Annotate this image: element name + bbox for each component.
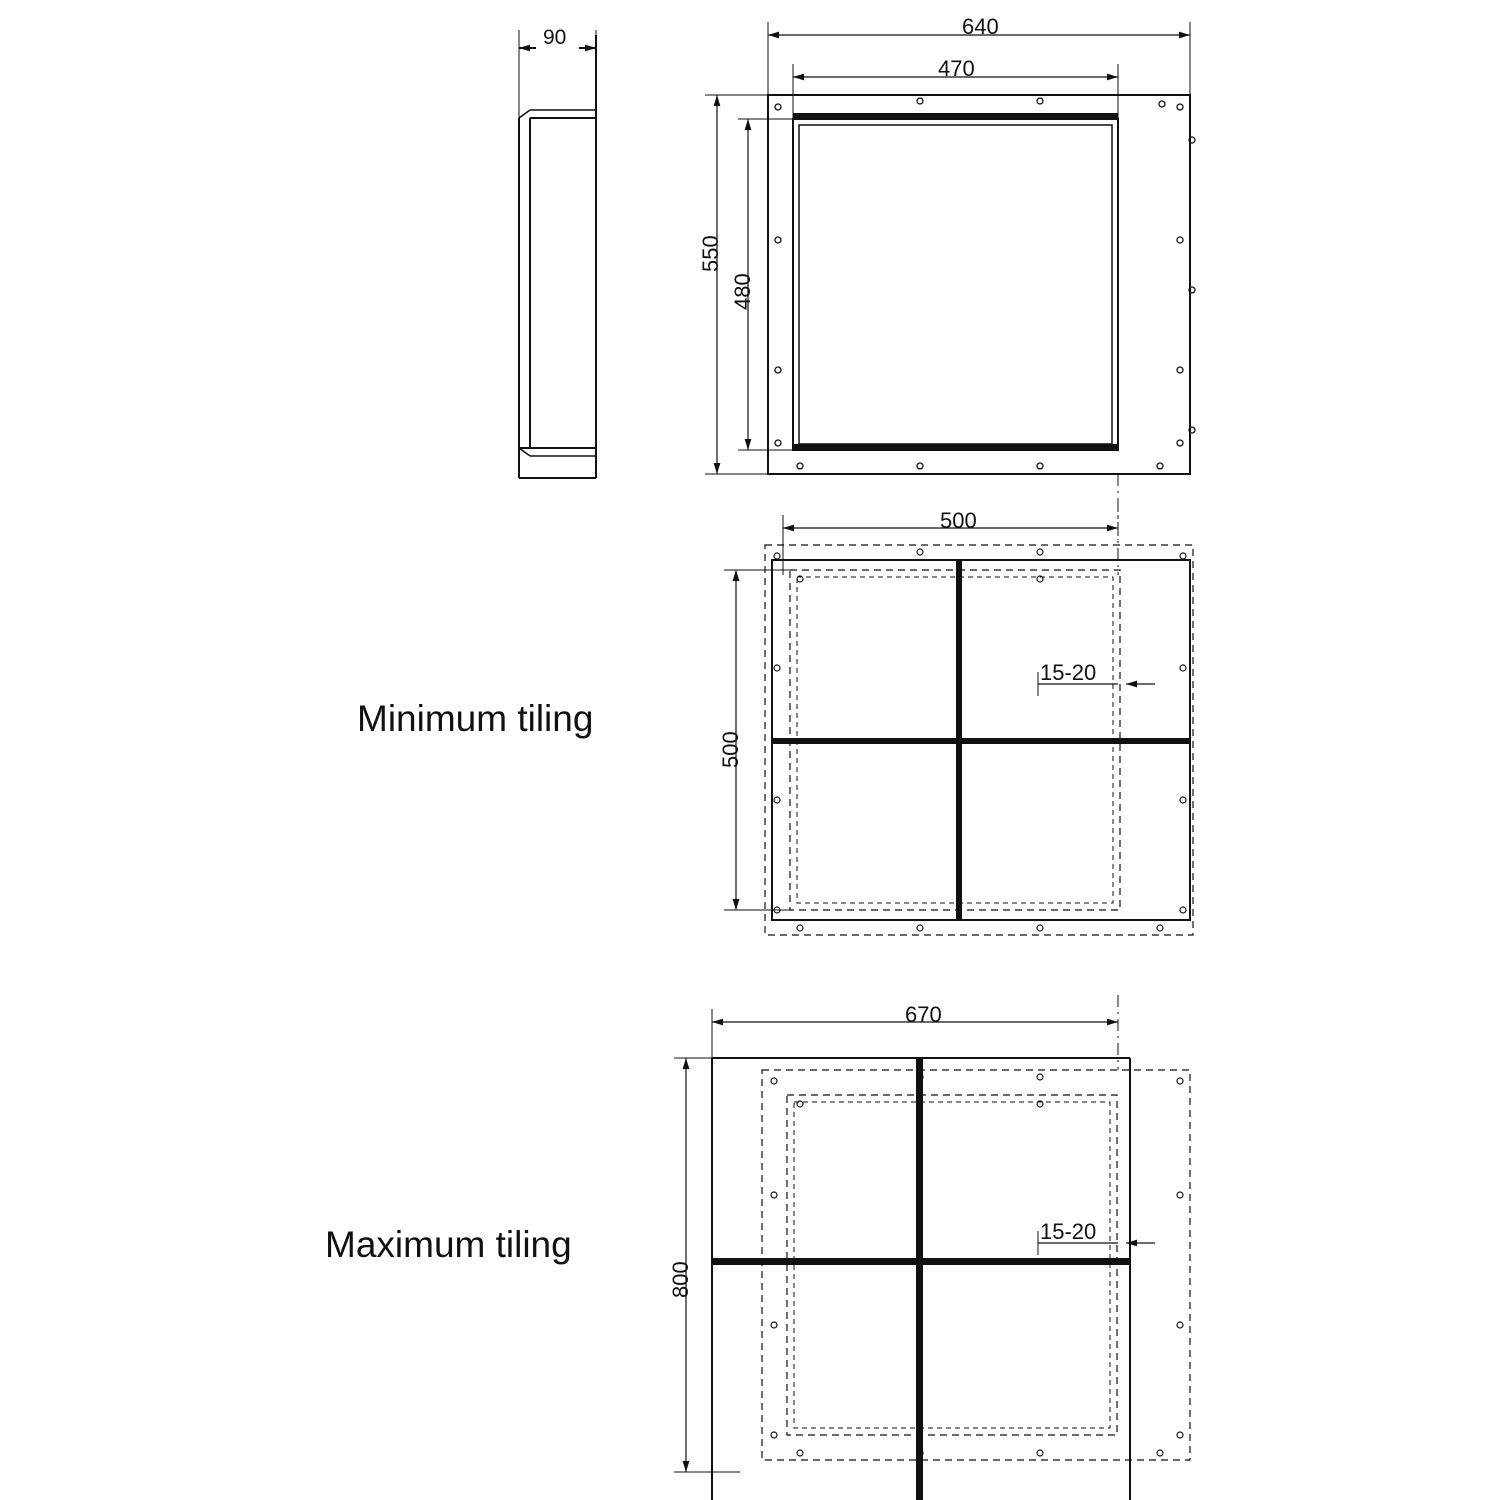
dim-min-width-500: 500 [940,508,977,533]
dim-max-width-670: 670 [905,1002,942,1027]
caption-maximum-tiling: Maximum tiling [325,1224,572,1265]
dim-outer-height-550: 550 [698,235,723,272]
dim-inner-width-470: 470 [938,56,975,81]
dim-min-gap: 15-20 [1040,660,1097,685]
dim-outer-width-640: 640 [962,14,999,39]
dim-max-height-800: 800 [668,1261,693,1298]
dim-depth-90: 90 [543,26,567,49]
maximum-tiling-view [674,995,1190,1500]
dim-inner-height-480: 480 [730,273,755,310]
side-section-view [519,30,596,478]
dim-min-height-500: 500 [718,731,743,768]
dim-max-gap: 15-20 [1040,1219,1097,1244]
caption-minimum-tiling: Minimum tiling [357,698,594,739]
front-view [705,22,1195,540]
minimum-tiling-view [724,500,1193,935]
